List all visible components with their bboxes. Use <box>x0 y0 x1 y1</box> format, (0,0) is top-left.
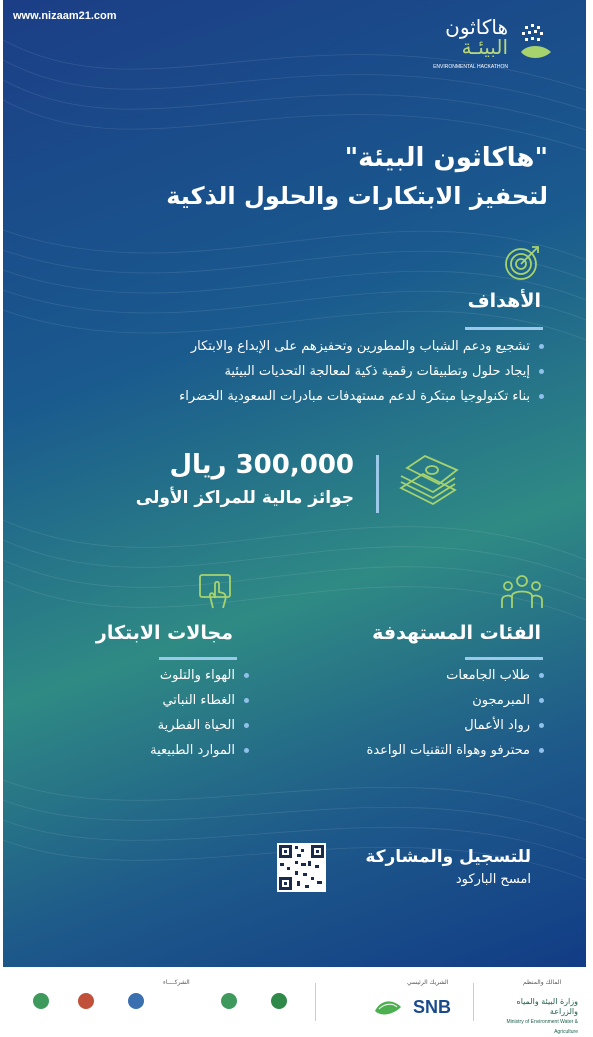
headline-title: "هاكاثون البيئة" <box>344 143 548 173</box>
target-groups-title: الفئات المستهدفة <box>372 622 541 644</box>
ministry-logo <box>488 997 578 1037</box>
touch-screen-icon <box>196 572 234 610</box>
target-groups-underline <box>465 657 543 660</box>
innovation-area-item: الهواء والتلوث <box>150 663 251 688</box>
partner-seal-icon <box>78 993 94 1009</box>
prize-subtitle: جوائز مالية للمراكز الأولى <box>135 488 354 508</box>
partner-seal-icon <box>128 993 144 1009</box>
hackathon-logo <box>433 16 553 76</box>
poster-panel <box>3 0 586 967</box>
goals-title: الأهداف <box>467 290 541 312</box>
goal-item: تشجيع ودعم الشباب والمطورين وتحفيزهم على الإبداع والابتكار <box>179 334 546 359</box>
ministry-name-ar: وزارة البيئة والمياه والزراعة <box>516 997 578 1016</box>
footer-separator <box>315 983 316 1021</box>
partner-seal-icon <box>221 993 237 1009</box>
prize-amount: 300,000 ريال <box>169 450 354 480</box>
register-section <box>365 845 531 891</box>
innovation-areas-title: مجالات الابتكار <box>95 622 233 644</box>
money-stack-icon <box>397 452 459 508</box>
register-title: للتسجيل والمشاركة <box>365 847 531 867</box>
headline <box>166 138 548 214</box>
innovation-area-item: الموارد الطبيعية <box>150 738 251 763</box>
goal-item: بناء تكنولوجيا مبتكرة لدعم مستهدفات مبادرات السعودية الخضراء <box>179 384 546 409</box>
innovation-areas-list <box>150 663 251 763</box>
goals-list <box>179 334 546 409</box>
goal-item: إيجاد حلول وتطبيقات رقمية ذكية لمعالجة التحديات البيئية <box>179 359 546 384</box>
logo-title-line1: هاكاثون <box>445 15 508 39</box>
target-groups-list <box>367 663 546 763</box>
innovation-areas-underline <box>159 657 237 660</box>
logo-title-line2: البيئـة <box>461 35 508 59</box>
prize-divider <box>376 455 379 513</box>
target-group-item: المبرمجون <box>367 688 546 713</box>
organizer-label: المالك والمنظم <box>523 979 562 986</box>
snb-logo: SNB <box>413 997 452 1017</box>
target-group-item: طلاب الجامعات <box>367 663 546 688</box>
ministry-name-en: Ministry of Environment Water & Agriculture <box>506 1019 578 1035</box>
logo-english-caption: ENVIRONMENTAL HACKATHON <box>433 64 508 70</box>
target-group-item: محترفو وهواة التقنيات الواعدة <box>367 738 546 763</box>
innovation-area-item: الحياة الفطرية <box>150 713 251 738</box>
target-group-item: رواد الأعمال <box>367 713 546 738</box>
main-partner-label: الشريك الرئيسي <box>407 979 449 986</box>
register-subtitle: امسح الباركود <box>455 872 531 887</box>
leaf-logo-icon <box>517 22 553 64</box>
saudi-green-initiative-logo <box>373 995 403 1019</box>
partner-seal-icon <box>271 993 287 1009</box>
qr-code-icon[interactable] <box>277 843 326 892</box>
partner-seal-icon <box>33 993 49 1009</box>
partners-label: الشركــــاء <box>163 979 190 986</box>
target-icon <box>503 242 543 282</box>
sponsors-footer <box>3 967 586 1035</box>
headline-subtitle: لتحفيز الابتكارات والحلول الذكية <box>166 182 548 210</box>
people-group-icon <box>500 572 544 612</box>
innovation-area-item: الغطاء النباتي <box>150 688 251 713</box>
website-watermark: www.nizaam21.com <box>13 10 117 22</box>
footer-separator <box>473 983 474 1021</box>
goals-underline <box>465 327 543 330</box>
